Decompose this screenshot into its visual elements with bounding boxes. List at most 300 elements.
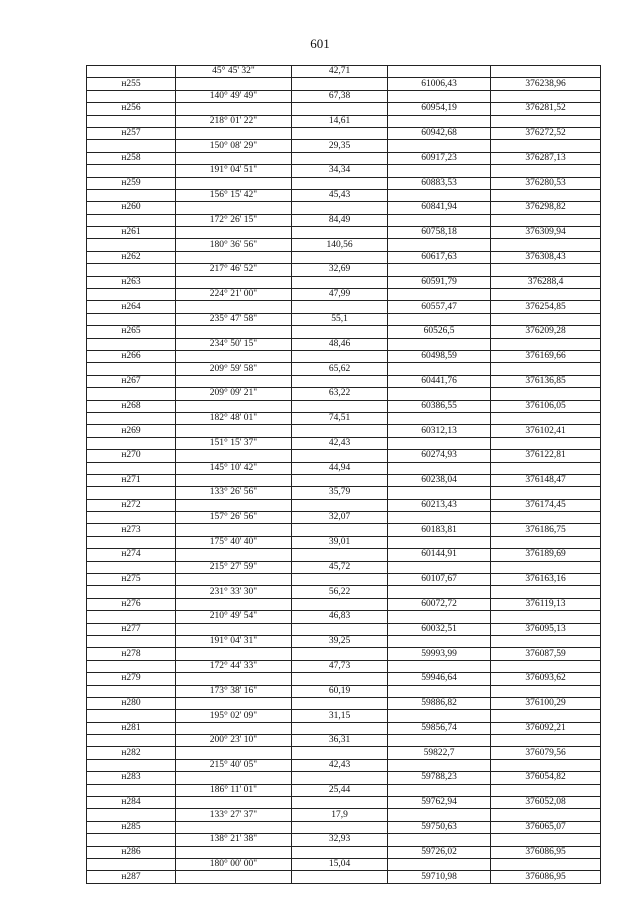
segment-row bbox=[87, 784, 601, 796]
empty-cell bbox=[388, 660, 491, 672]
empty-cell bbox=[491, 561, 601, 573]
empty-cell bbox=[176, 623, 292, 635]
y-coordinate-cell: 376087,59 bbox=[491, 648, 601, 660]
segment-row bbox=[87, 115, 601, 127]
distance-cell: 140,56 bbox=[292, 239, 388, 251]
x-coordinate-cell: 60144,91 bbox=[388, 549, 491, 561]
direction-angle-cell: 172° 26' 15" bbox=[176, 214, 292, 226]
point-name-cell: н256 bbox=[87, 103, 176, 115]
empty-cell bbox=[388, 635, 491, 647]
empty-cell bbox=[491, 437, 601, 449]
distance-cell: 25,44 bbox=[292, 784, 388, 796]
distance-cell: 48,46 bbox=[292, 338, 388, 350]
empty-cell bbox=[491, 710, 601, 722]
empty-cell bbox=[292, 673, 388, 685]
empty-cell bbox=[292, 127, 388, 139]
empty-cell bbox=[388, 437, 491, 449]
empty-cell bbox=[87, 685, 176, 697]
y-coordinate-cell: 376086,95 bbox=[491, 846, 601, 858]
y-coordinate-cell: 376174,45 bbox=[491, 499, 601, 511]
point-row bbox=[87, 648, 601, 660]
x-coordinate-cell: 60917,23 bbox=[388, 152, 491, 164]
direction-angle-cell: 173° 38' 16" bbox=[176, 685, 292, 697]
point-name-cell: н280 bbox=[87, 697, 176, 709]
segment-row bbox=[87, 685, 601, 697]
x-coordinate-cell: 59946,64 bbox=[388, 673, 491, 685]
point-name-cell: н277 bbox=[87, 623, 176, 635]
empty-cell bbox=[491, 859, 601, 871]
empty-cell bbox=[176, 648, 292, 660]
segment-row bbox=[87, 165, 601, 177]
distance-cell: 45,43 bbox=[292, 189, 388, 201]
empty-cell bbox=[87, 412, 176, 424]
empty-cell bbox=[491, 388, 601, 400]
y-coordinate-cell: 376280,53 bbox=[491, 177, 601, 189]
x-coordinate-cell: 59726,02 bbox=[388, 846, 491, 858]
empty-cell bbox=[491, 462, 601, 474]
distance-cell: 84,49 bbox=[292, 214, 388, 226]
direction-angle-cell: 180° 36' 56" bbox=[176, 239, 292, 251]
segment-row bbox=[87, 388, 601, 400]
segment-row bbox=[87, 586, 601, 598]
distance-cell: 39,01 bbox=[292, 536, 388, 548]
empty-cell bbox=[87, 660, 176, 672]
distance-cell: 63,22 bbox=[292, 388, 388, 400]
empty-cell bbox=[388, 710, 491, 722]
segment-row bbox=[87, 66, 601, 78]
segment-row bbox=[87, 834, 601, 846]
point-name-cell: н282 bbox=[87, 747, 176, 759]
distance-cell: 47,99 bbox=[292, 289, 388, 301]
segment-row bbox=[87, 363, 601, 375]
empty-cell bbox=[292, 177, 388, 189]
empty-cell bbox=[176, 722, 292, 734]
empty-cell bbox=[292, 152, 388, 164]
point-row bbox=[87, 400, 601, 412]
y-coordinate-cell: 376209,28 bbox=[491, 326, 601, 338]
segment-row bbox=[87, 189, 601, 201]
point-name-cell: н255 bbox=[87, 78, 176, 90]
empty-cell bbox=[176, 499, 292, 511]
distance-cell: 55,1 bbox=[292, 313, 388, 325]
y-coordinate-cell: 376092,21 bbox=[491, 722, 601, 734]
x-coordinate-cell: 61006,43 bbox=[388, 78, 491, 90]
x-coordinate-cell: 60032,51 bbox=[388, 623, 491, 635]
distance-cell: 15,04 bbox=[292, 859, 388, 871]
empty-cell bbox=[388, 338, 491, 350]
empty-cell bbox=[388, 611, 491, 623]
segment-row bbox=[87, 264, 601, 276]
x-coordinate-cell: 59856,74 bbox=[388, 722, 491, 734]
direction-angle-cell: 156° 15' 42" bbox=[176, 189, 292, 201]
empty-cell bbox=[388, 189, 491, 201]
empty-cell bbox=[87, 140, 176, 152]
point-row bbox=[87, 524, 601, 536]
distance-cell: 74,51 bbox=[292, 412, 388, 424]
empty-cell bbox=[491, 66, 601, 78]
y-coordinate-cell: 376148,47 bbox=[491, 474, 601, 486]
empty-cell bbox=[388, 561, 491, 573]
empty-cell bbox=[87, 809, 176, 821]
x-coordinate-cell: 59822,7 bbox=[388, 747, 491, 759]
point-name-cell: н275 bbox=[87, 574, 176, 586]
segment-row bbox=[87, 512, 601, 524]
empty-cell bbox=[491, 635, 601, 647]
y-coordinate-cell: 376281,52 bbox=[491, 103, 601, 115]
direction-angle-cell: 195° 02' 09" bbox=[176, 710, 292, 722]
empty-cell bbox=[87, 462, 176, 474]
direction-angle-cell: 231° 33' 30" bbox=[176, 586, 292, 598]
empty-cell bbox=[87, 735, 176, 747]
y-coordinate-cell: 376079,56 bbox=[491, 747, 601, 759]
empty-cell bbox=[388, 462, 491, 474]
y-coordinate-cell: 376163,16 bbox=[491, 574, 601, 586]
point-name-cell: н283 bbox=[87, 772, 176, 784]
point-row bbox=[87, 301, 601, 313]
empty-cell bbox=[176, 127, 292, 139]
segment-row bbox=[87, 859, 601, 871]
point-name-cell: н266 bbox=[87, 350, 176, 362]
empty-cell bbox=[176, 797, 292, 809]
distance-cell: 42,43 bbox=[292, 759, 388, 771]
empty-cell bbox=[87, 635, 176, 647]
point-row bbox=[87, 797, 601, 809]
empty-cell bbox=[176, 251, 292, 263]
point-row bbox=[87, 821, 601, 833]
point-row bbox=[87, 326, 601, 338]
empty-cell bbox=[87, 239, 176, 251]
point-name-cell: н257 bbox=[87, 127, 176, 139]
y-coordinate-cell: 376102,41 bbox=[491, 425, 601, 437]
empty-cell bbox=[176, 673, 292, 685]
empty-cell bbox=[388, 388, 491, 400]
empty-cell bbox=[491, 214, 601, 226]
point-name-cell: н265 bbox=[87, 326, 176, 338]
empty-cell bbox=[292, 499, 388, 511]
empty-cell bbox=[491, 809, 601, 821]
x-coordinate-cell: 60841,94 bbox=[388, 202, 491, 214]
x-coordinate-cell: 60498,59 bbox=[388, 350, 491, 362]
empty-cell bbox=[176, 549, 292, 561]
direction-angle-cell: 150° 08' 29" bbox=[176, 140, 292, 152]
empty-cell bbox=[176, 846, 292, 858]
empty-cell bbox=[491, 586, 601, 598]
point-row bbox=[87, 549, 601, 561]
empty-cell bbox=[491, 412, 601, 424]
empty-cell bbox=[491, 363, 601, 375]
empty-cell bbox=[87, 784, 176, 796]
empty-cell bbox=[176, 574, 292, 586]
x-coordinate-cell: 60183,81 bbox=[388, 524, 491, 536]
empty-cell bbox=[388, 363, 491, 375]
x-coordinate-cell: 60617,63 bbox=[388, 251, 491, 263]
distance-cell: 42,43 bbox=[292, 437, 388, 449]
segment-row bbox=[87, 462, 601, 474]
empty-cell bbox=[176, 103, 292, 115]
empty-cell bbox=[176, 450, 292, 462]
x-coordinate-cell: 59762,94 bbox=[388, 797, 491, 809]
empty-cell bbox=[176, 697, 292, 709]
point-row bbox=[87, 697, 601, 709]
distance-cell: 29,35 bbox=[292, 140, 388, 152]
direction-angle-cell: 210° 49' 54" bbox=[176, 611, 292, 623]
y-coordinate-cell: 376308,43 bbox=[491, 251, 601, 263]
empty-cell bbox=[491, 759, 601, 771]
distance-cell: 45,72 bbox=[292, 561, 388, 573]
empty-cell bbox=[292, 697, 388, 709]
point-row bbox=[87, 574, 601, 586]
y-coordinate-cell: 376272,52 bbox=[491, 127, 601, 139]
empty-cell bbox=[388, 412, 491, 424]
empty-cell bbox=[87, 759, 176, 771]
direction-angle-cell: 151° 15' 37" bbox=[176, 437, 292, 449]
empty-cell bbox=[491, 834, 601, 846]
point-name-cell: н271 bbox=[87, 474, 176, 486]
empty-cell bbox=[292, 103, 388, 115]
empty-cell bbox=[87, 189, 176, 201]
point-name-cell: н259 bbox=[87, 177, 176, 189]
empty-cell bbox=[388, 90, 491, 102]
y-coordinate-cell: 376238,96 bbox=[491, 78, 601, 90]
empty-cell bbox=[388, 214, 491, 226]
point-row bbox=[87, 177, 601, 189]
point-name-cell: н267 bbox=[87, 375, 176, 387]
empty-cell bbox=[292, 474, 388, 486]
point-row bbox=[87, 598, 601, 610]
distance-cell: 34,34 bbox=[292, 165, 388, 177]
x-coordinate-cell: 59886,82 bbox=[388, 697, 491, 709]
empty-cell bbox=[388, 809, 491, 821]
empty-cell bbox=[292, 722, 388, 734]
point-row bbox=[87, 673, 601, 685]
direction-angle-cell: 215° 40' 05" bbox=[176, 759, 292, 771]
x-coordinate-cell: 60591,79 bbox=[388, 276, 491, 288]
empty-cell bbox=[491, 784, 601, 796]
empty-cell bbox=[388, 512, 491, 524]
empty-cell bbox=[388, 685, 491, 697]
x-coordinate-cell: 59710,98 bbox=[388, 871, 491, 883]
empty-cell bbox=[388, 487, 491, 499]
y-coordinate-cell: 376095,13 bbox=[491, 623, 601, 635]
direction-angle-cell: 200° 23' 10" bbox=[176, 735, 292, 747]
y-coordinate-cell: 376189,69 bbox=[491, 549, 601, 561]
x-coordinate-cell: 60942,68 bbox=[388, 127, 491, 139]
segment-row bbox=[87, 338, 601, 350]
empty-cell bbox=[87, 289, 176, 301]
direction-angle-cell: 217° 46' 52" bbox=[176, 264, 292, 276]
empty-cell bbox=[292, 375, 388, 387]
point-name-cell: н286 bbox=[87, 846, 176, 858]
x-coordinate-cell: 59750,63 bbox=[388, 821, 491, 833]
distance-cell: 32,69 bbox=[292, 264, 388, 276]
empty-cell bbox=[292, 227, 388, 239]
empty-cell bbox=[491, 289, 601, 301]
y-coordinate-cell: 376288,4 bbox=[491, 276, 601, 288]
segment-row bbox=[87, 660, 601, 672]
empty-cell bbox=[388, 66, 491, 78]
x-coordinate-cell: 60312,13 bbox=[388, 425, 491, 437]
segment-row bbox=[87, 561, 601, 573]
point-row bbox=[87, 251, 601, 263]
y-coordinate-cell: 376119,13 bbox=[491, 598, 601, 610]
empty-cell bbox=[292, 549, 388, 561]
empty-cell bbox=[176, 524, 292, 536]
empty-cell bbox=[292, 450, 388, 462]
empty-cell bbox=[87, 115, 176, 127]
empty-cell bbox=[87, 66, 176, 78]
point-row bbox=[87, 425, 601, 437]
empty-cell bbox=[292, 202, 388, 214]
empty-cell bbox=[491, 115, 601, 127]
empty-cell bbox=[292, 623, 388, 635]
empty-cell bbox=[87, 834, 176, 846]
empty-cell bbox=[292, 251, 388, 263]
empty-cell bbox=[388, 834, 491, 846]
point-name-cell: н279 bbox=[87, 673, 176, 685]
segment-row bbox=[87, 239, 601, 251]
x-coordinate-cell: 59993,99 bbox=[388, 648, 491, 660]
empty-cell bbox=[388, 586, 491, 598]
segment-row bbox=[87, 611, 601, 623]
empty-cell bbox=[292, 598, 388, 610]
point-name-cell: н264 bbox=[87, 301, 176, 313]
direction-angle-cell: 133° 27' 37" bbox=[176, 809, 292, 821]
distance-cell: 60,19 bbox=[292, 685, 388, 697]
empty-cell bbox=[176, 425, 292, 437]
distance-cell: 17,9 bbox=[292, 809, 388, 821]
point-name-cell: н287 bbox=[87, 871, 176, 883]
point-row bbox=[87, 846, 601, 858]
point-row bbox=[87, 276, 601, 288]
empty-cell bbox=[388, 115, 491, 127]
empty-cell bbox=[388, 759, 491, 771]
segment-row bbox=[87, 487, 601, 499]
distance-cell: 46,83 bbox=[292, 611, 388, 623]
point-row bbox=[87, 747, 601, 759]
direction-angle-cell: 191° 04' 51" bbox=[176, 165, 292, 177]
empty-cell bbox=[176, 152, 292, 164]
y-coordinate-cell: 376136,85 bbox=[491, 375, 601, 387]
empty-cell bbox=[491, 487, 601, 499]
direction-angle-cell: 140° 49' 49" bbox=[176, 90, 292, 102]
y-coordinate-cell: 376054,82 bbox=[491, 772, 601, 784]
y-coordinate-cell: 376309,94 bbox=[491, 227, 601, 239]
empty-cell bbox=[292, 846, 388, 858]
empty-cell bbox=[87, 611, 176, 623]
distance-cell: 67,38 bbox=[292, 90, 388, 102]
segment-row bbox=[87, 90, 601, 102]
point-name-cell: н274 bbox=[87, 549, 176, 561]
empty-cell bbox=[388, 239, 491, 251]
distance-cell: 31,15 bbox=[292, 710, 388, 722]
empty-cell bbox=[176, 871, 292, 883]
empty-cell bbox=[388, 536, 491, 548]
empty-cell bbox=[491, 140, 601, 152]
empty-cell bbox=[176, 747, 292, 759]
segment-row bbox=[87, 809, 601, 821]
point-name-cell: н276 bbox=[87, 598, 176, 610]
empty-cell bbox=[176, 598, 292, 610]
empty-cell bbox=[491, 512, 601, 524]
empty-cell bbox=[491, 264, 601, 276]
y-coordinate-cell: 376287,13 bbox=[491, 152, 601, 164]
empty-cell bbox=[388, 313, 491, 325]
y-coordinate-cell: 376122,81 bbox=[491, 450, 601, 462]
coordinates-table bbox=[86, 65, 601, 884]
x-coordinate-cell: 60213,43 bbox=[388, 499, 491, 511]
page-number: 601 bbox=[310, 36, 330, 51]
empty-cell bbox=[176, 375, 292, 387]
empty-cell bbox=[176, 227, 292, 239]
segment-row bbox=[87, 412, 601, 424]
direction-angle-cell: 172° 44' 33" bbox=[176, 660, 292, 672]
empty-cell bbox=[292, 350, 388, 362]
direction-angle-cell: 133° 26' 56" bbox=[176, 487, 292, 499]
empty-cell bbox=[491, 536, 601, 548]
empty-cell bbox=[176, 202, 292, 214]
empty-cell bbox=[87, 536, 176, 548]
y-coordinate-cell: 376106,05 bbox=[491, 400, 601, 412]
empty-cell bbox=[87, 165, 176, 177]
distance-cell: 36,31 bbox=[292, 735, 388, 747]
direction-angle-cell: 235° 47' 58" bbox=[176, 313, 292, 325]
segment-row bbox=[87, 214, 601, 226]
direction-angle-cell: 191° 04' 31" bbox=[176, 635, 292, 647]
empty-cell bbox=[87, 90, 176, 102]
point-name-cell: н270 bbox=[87, 450, 176, 462]
point-row bbox=[87, 623, 601, 635]
point-row bbox=[87, 499, 601, 511]
distance-cell: 65,62 bbox=[292, 363, 388, 375]
distance-cell: 39,25 bbox=[292, 635, 388, 647]
direction-angle-cell: 209° 09' 21" bbox=[176, 388, 292, 400]
x-coordinate-cell: 60107,67 bbox=[388, 574, 491, 586]
empty-cell bbox=[292, 747, 388, 759]
point-row bbox=[87, 474, 601, 486]
empty-cell bbox=[388, 735, 491, 747]
y-coordinate-cell: 376254,85 bbox=[491, 301, 601, 313]
empty-cell bbox=[292, 797, 388, 809]
y-coordinate-cell: 376169,66 bbox=[491, 350, 601, 362]
empty-cell bbox=[87, 710, 176, 722]
empty-cell bbox=[176, 400, 292, 412]
direction-angle-cell: 209° 59' 58" bbox=[176, 363, 292, 375]
point-row bbox=[87, 78, 601, 90]
point-row bbox=[87, 202, 601, 214]
direction-angle-cell: 215° 27' 59" bbox=[176, 561, 292, 573]
distance-cell: 56,22 bbox=[292, 586, 388, 598]
empty-cell bbox=[87, 388, 176, 400]
distance-cell: 44,94 bbox=[292, 462, 388, 474]
empty-cell bbox=[491, 189, 601, 201]
empty-cell bbox=[388, 859, 491, 871]
segment-row bbox=[87, 140, 601, 152]
empty-cell bbox=[87, 338, 176, 350]
point-name-cell: н281 bbox=[87, 722, 176, 734]
distance-cell: 35,79 bbox=[292, 487, 388, 499]
y-coordinate-cell: 376052,08 bbox=[491, 797, 601, 809]
segment-row bbox=[87, 759, 601, 771]
empty-cell bbox=[292, 400, 388, 412]
distance-cell: 32,07 bbox=[292, 512, 388, 524]
empty-cell bbox=[292, 871, 388, 883]
point-name-cell: н269 bbox=[87, 425, 176, 437]
segment-row bbox=[87, 313, 601, 325]
point-name-cell: н272 bbox=[87, 499, 176, 511]
empty-cell bbox=[491, 239, 601, 251]
empty-cell bbox=[87, 859, 176, 871]
empty-cell bbox=[388, 264, 491, 276]
